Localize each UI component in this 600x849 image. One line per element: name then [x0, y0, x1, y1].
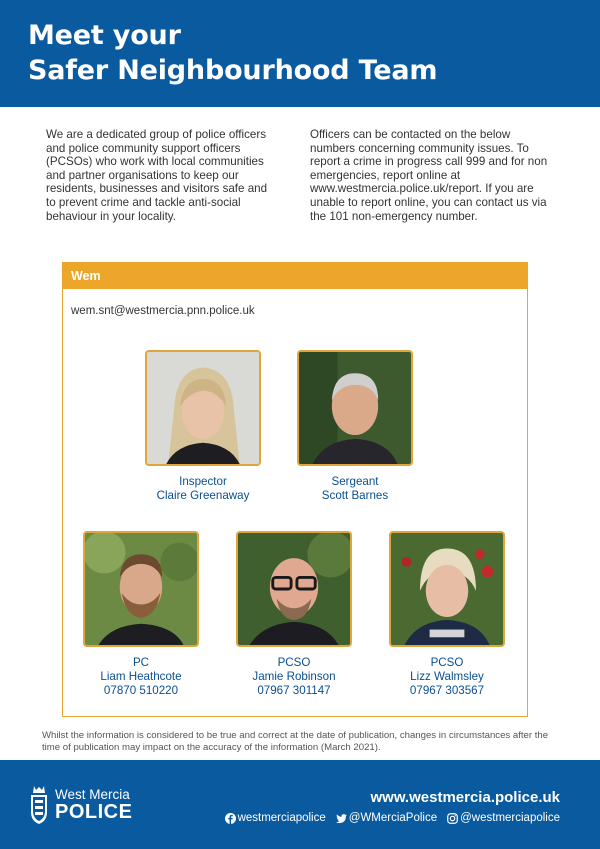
twitter-icon	[336, 813, 347, 824]
portrait-blonde-woman-uniform-icon	[391, 533, 503, 645]
member-phone[interactable]: 07967 303567	[409, 683, 485, 697]
member-role: PC	[132, 656, 150, 669]
portrait-man-glasses-icon	[238, 533, 350, 645]
member-role: Inspector	[179, 475, 227, 488]
disclaimer-text: Whilst the information is considered to be true and correct at the date of publication, changes in circumstances after the time of publication may impact on the accuracy of the information (March 2021).	[42, 730, 549, 753]
website-link[interactable]: www.westmercia.police.uk	[370, 789, 560, 806]
instagram-link[interactable]	[447, 812, 560, 824]
portrait-blonde-woman-icon	[147, 352, 259, 464]
member-phone[interactable]: 07967 301147	[257, 683, 331, 697]
twitter-handle: @WMerciaPolice	[348, 812, 438, 824]
portrait-grey-haired-man-icon	[299, 352, 411, 464]
instagram-icon	[447, 813, 458, 824]
member-caption	[275, 475, 435, 503]
member-name: Jamie Robinson	[252, 669, 336, 683]
facebook-link[interactable]	[225, 812, 326, 824]
member-name: Lizz Walmsley	[410, 669, 484, 683]
member-phone[interactable]: 07870 510220	[103, 683, 179, 697]
member-caption	[214, 656, 374, 697]
member-caption	[123, 475, 283, 503]
member-name: Liam Heathcote	[100, 669, 182, 683]
portrait-photo	[145, 350, 261, 466]
portrait-photo	[389, 531, 505, 647]
portrait-photo	[236, 531, 352, 647]
intro-paragraph-right: Officers can be contacted on the below numbers concerning community issues. To report a crime in progress call 999 and for non emergencies, report online at www.westmercia.police.uk/report. If you are unable to report online, you can contact us via the 101 non-emergency number.	[310, 128, 548, 223]
team-member-card	[214, 531, 374, 697]
team-member-card	[61, 531, 221, 697]
page-title-line1: Meet your	[28, 20, 181, 51]
logo-text-top: West Mercia	[55, 786, 130, 802]
member-caption	[61, 656, 221, 697]
member-role: Sergeant	[331, 475, 379, 488]
member-role: PCSO	[430, 656, 464, 669]
team-panel	[62, 262, 528, 717]
logo-text-bottom: POLICE	[55, 801, 133, 824]
police-crest-icon	[28, 784, 50, 826]
facebook-handle: westmerciapolice	[237, 812, 326, 824]
social-links	[225, 812, 560, 824]
team-name-bar: Wem	[63, 263, 527, 289]
instagram-handle: @westmerciapolice	[460, 812, 560, 824]
team-email[interactable]: wem.snt@westmercia.pnn.police.uk	[71, 305, 255, 317]
portrait-photo	[297, 350, 413, 466]
member-name: Scott Barnes	[321, 488, 389, 502]
intro-paragraph-left: We are a dedicated group of police officers and police community support officers (PCSOs) who work with local communities and partner organisations to keep our residents, businesses and visitors safe and to prevent crime and tackle anti-social behaviour in your locality.	[46, 128, 268, 223]
logo-text	[55, 788, 132, 823]
twitter-link[interactable]	[336, 812, 437, 824]
member-caption	[367, 656, 527, 697]
header-banner	[0, 0, 600, 107]
page-title-line2: Safer Neighbourhood Team	[28, 55, 438, 86]
page-title	[28, 18, 437, 88]
portrait-bearded-man-icon	[85, 533, 197, 645]
west-mercia-police-logo[interactable]	[28, 784, 132, 826]
team-member-card	[367, 531, 527, 697]
facebook-icon	[225, 813, 236, 824]
team-member-card	[275, 350, 435, 503]
member-name: Claire Greenaway	[156, 488, 250, 502]
portrait-photo	[83, 531, 199, 647]
team-member-card	[123, 350, 283, 503]
footer-banner	[0, 760, 600, 849]
member-role: PCSO	[277, 656, 311, 669]
